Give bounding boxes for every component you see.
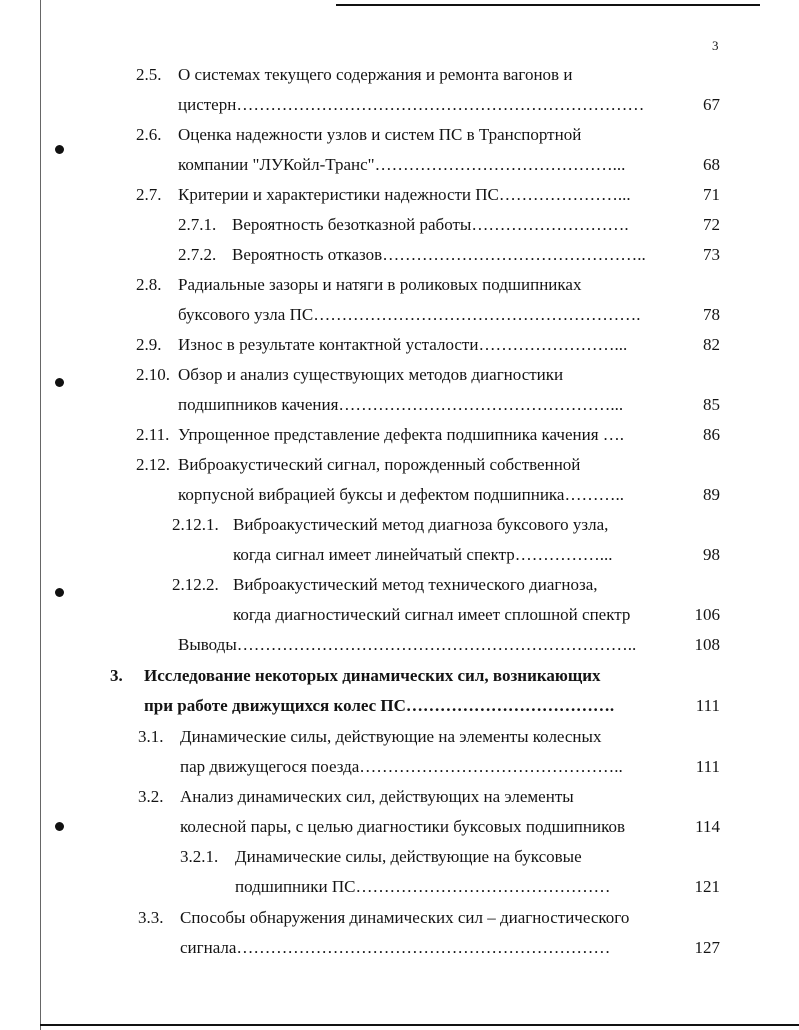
toc-entry-title: Способы обнаружения динамических сил – диагностического	[180, 908, 630, 927]
toc-entry-page: 108	[694, 635, 720, 654]
toc-entry-number: 3.3.	[138, 908, 164, 927]
toc-entry-title-continued: подшипников качения…………………………………………...	[178, 395, 624, 414]
scan-speck-dot	[55, 588, 64, 597]
toc-entry-number: 2.7.	[136, 185, 162, 204]
toc-entry-number: 2.9.	[136, 335, 162, 354]
scan-speck-dot	[55, 822, 64, 831]
toc-entry-page: 111	[695, 757, 720, 776]
toc-entry-page: 114	[695, 817, 720, 836]
toc-entry-number: 2.11.	[136, 425, 170, 444]
toc-entry-title: Вероятность безотказной работы……………………….	[232, 215, 629, 234]
toc-entry-number: 2.8.	[136, 275, 162, 294]
toc-entry-title: Обзор и анализ существующих методов диагностики	[178, 365, 564, 384]
toc-entry-page: 78	[703, 305, 720, 324]
bottom-border-line	[40, 1024, 799, 1026]
toc-entry-title: Вероятность отказов………………………………………..	[232, 245, 646, 264]
toc-entry-number: 3.2.1.	[180, 847, 219, 866]
toc-entry-title: Радиальные зазоры и натяги в роликовых подшипниках	[178, 275, 582, 294]
toc-entry-page: 106	[694, 605, 720, 624]
toc-entry-page: 71	[703, 185, 720, 204]
toc-entry-title-continued: компании "ЛУКойл-Транс"……………………………………...	[178, 155, 626, 174]
toc-entry-page: 98	[703, 545, 720, 564]
toc-entry-title: Оценка надежности узлов и систем ПС в Транспортной	[178, 125, 582, 144]
toc-entry-title: Виброакустический метод диагноза буксового узла,	[233, 515, 609, 534]
scan-speck-dot	[55, 145, 64, 154]
toc-entry-title: Критерии и характеристики надежности ПС…………………...	[178, 185, 631, 204]
toc-chapter-number: 3.	[110, 666, 123, 685]
toc-entry-number: 2.7.1.	[178, 215, 217, 234]
toc-entry-title: Динамические силы, действующие на буксовые	[235, 847, 582, 866]
toc-entry-number: 2.12.1.	[172, 515, 219, 534]
toc-entry-title: О системах текущего содержания и ремонта вагонов и	[178, 65, 573, 84]
toc-entry-page: 73	[703, 245, 720, 264]
toc-entry-number: 2.10.	[136, 365, 170, 384]
toc-entry-page: 89	[703, 485, 720, 504]
page-number: 3	[712, 38, 719, 53]
toc-entry-title-continued: пар движущегося поезда………………………………………..	[180, 757, 623, 776]
toc-entry-number: 3.2.	[138, 787, 164, 806]
top-border-line	[336, 4, 760, 6]
toc-entry-title: Виброакустический метод технического диагноза,	[233, 575, 598, 594]
toc-entry-title: Анализ динамических сил, действующих на элементы	[180, 787, 574, 806]
toc-entry-page: 85	[703, 395, 720, 414]
toc-entry-title-continued: когда сигнал имеет линейчатый спектр……………...	[233, 545, 613, 564]
toc-entry-number: 2.12.2.	[172, 575, 219, 594]
toc-entry-title-continued: подшипники ПС………………………………………	[235, 877, 611, 896]
toc-entry-title-continued: корпусной вибрацией буксы и дефектом подшипника………..	[178, 485, 624, 504]
toc-entry-page: 121	[694, 877, 720, 896]
toc-entry-title: Выводы……………………………………………………………..	[178, 635, 637, 654]
toc-chapter-title: Исследование некоторых динамических сил, возникающих	[144, 666, 601, 685]
toc-entry-title: Динамические силы, действующие на элементы колесных	[180, 727, 602, 746]
toc-entry-title: Износ в результате контактной усталости……………………...	[178, 335, 628, 354]
toc-entry-title-continued: буксового узла ПС………………………………………………….	[178, 305, 641, 324]
toc-entry-title-continued: когда диагностический сигнал имеет сплошной спектр	[233, 605, 631, 624]
toc-entry-page: 82	[703, 335, 720, 354]
toc-entry-title-continued: цистерн………………………………………………………………	[178, 95, 645, 114]
toc-entry-number: 2.5.	[136, 65, 162, 84]
toc-entry-title-continued: сигнала…………………………………………………………	[180, 938, 611, 957]
toc-entry-title: Виброакустический сигнал, порожденный собственной	[178, 455, 581, 474]
toc-entry-page: 111	[695, 696, 720, 715]
toc-entry-page: 72	[703, 215, 720, 234]
left-border-line	[40, 0, 41, 1030]
toc-entry-title: Упрощенное представление дефекта подшипника качения ….	[178, 425, 625, 444]
toc-entry-number: 3.1.	[138, 727, 164, 746]
toc-chapter-title-continued: при работе движущихся колес ПС……………………………….	[144, 696, 615, 715]
toc-entry-page: 68	[703, 155, 720, 174]
toc-entry-title-continued: колесной пары, с целью диагностики буксовых подшипников	[180, 817, 626, 836]
toc-entry-page: 127	[694, 938, 720, 957]
scan-speck-dot	[55, 378, 64, 387]
toc-entry-number: 2.12.	[136, 455, 170, 474]
toc-entry-number: 2.6.	[136, 125, 162, 144]
toc-entry-page: 67	[703, 95, 720, 114]
toc-entry-page: 86	[703, 425, 720, 444]
toc-entry-number: 2.7.2.	[178, 245, 217, 264]
